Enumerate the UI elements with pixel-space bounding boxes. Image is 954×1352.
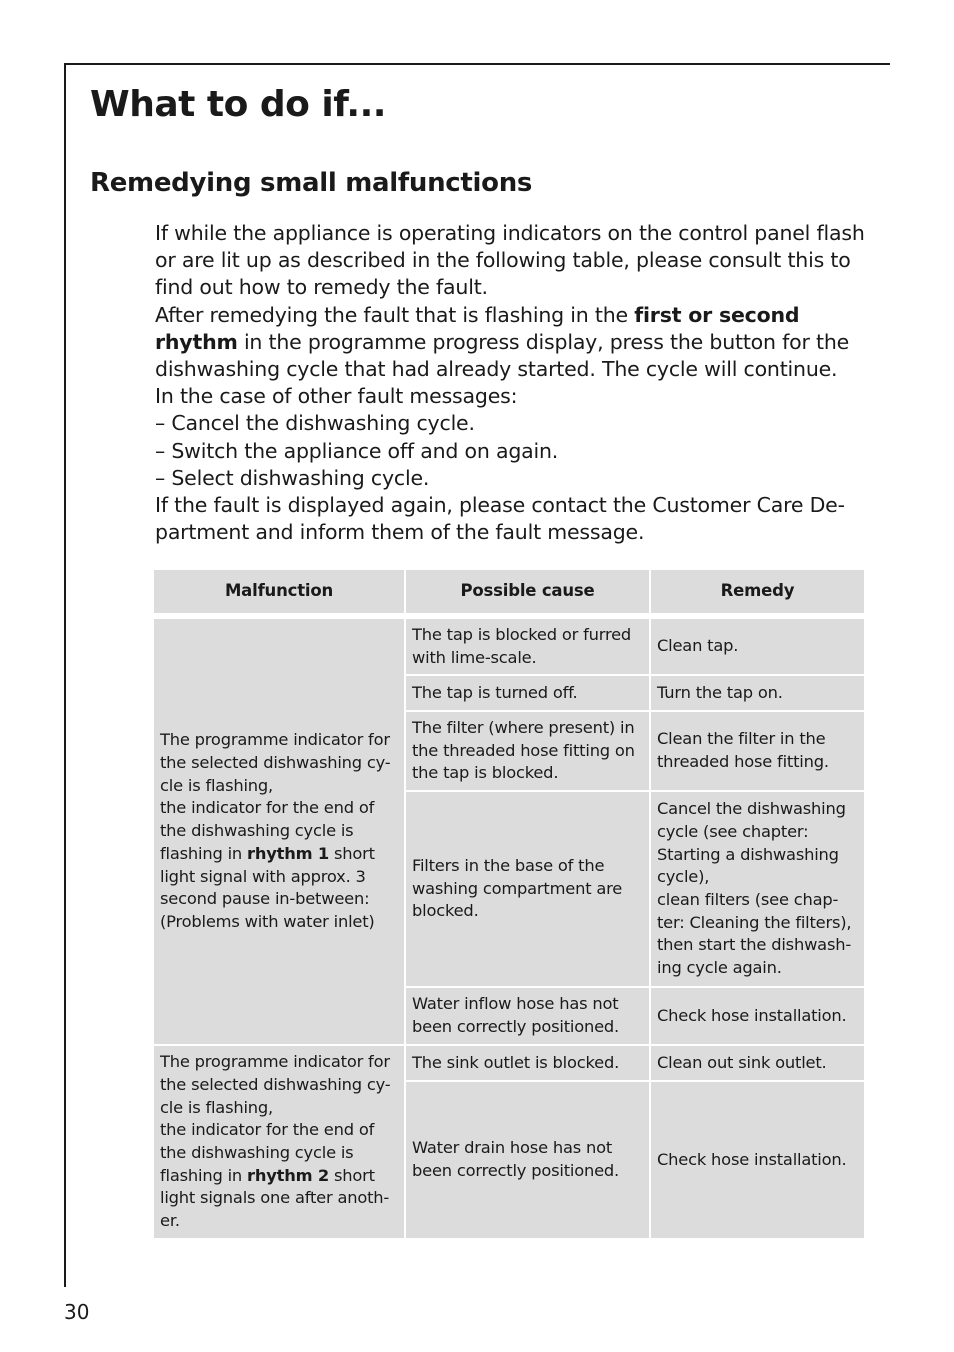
malfunction-text-end: short light signals one after anoth-er. bbox=[160, 1165, 390, 1231]
intro-text bbox=[155, 220, 865, 546]
malfunction-cell bbox=[154, 619, 406, 1046]
malfunction-text: The programme indicator for the selected dishwashing cy-cle is flashing, the indicator for the end of the dishwashing cycle is flashing in bbox=[160, 730, 391, 863]
intro-p2-text-end: in the programme progress display, press the button for the dishwashing cycle that had already started. The cycle will continue. bbox=[155, 329, 850, 382]
header-remedy: Remedy bbox=[651, 570, 864, 615]
intro-step: – Select dishwashing cycle. bbox=[155, 465, 430, 490]
cause-cell: The filter (where present) in the threaded hose fitting on the tap is blocked. bbox=[406, 712, 651, 792]
malfunction-table bbox=[154, 570, 864, 1240]
intro-paragraph-4: If the fault is displayed again, please contact the Customer Care De-partment and inform them of the fault message. bbox=[155, 493, 845, 545]
remedy-cell: Turn the tap on. bbox=[651, 676, 864, 712]
table-row bbox=[154, 619, 864, 676]
malfunction-rhythm: rhythm 2 bbox=[247, 1165, 329, 1185]
table-header-row bbox=[154, 570, 864, 615]
cause-cell: The tap is blocked or furred with lime-scale. bbox=[406, 619, 651, 676]
malfunction-rhythm: rhythm 1 bbox=[247, 843, 329, 863]
intro-paragraph-3: In the case of other fault messages: bbox=[155, 384, 518, 409]
intro-p2-bold: first or second rhythm bbox=[155, 302, 800, 354]
intro-step: – Cancel the dishwashing cycle. bbox=[155, 411, 475, 436]
intro-p2-text: After remedying the fault that is flashing in the bbox=[155, 302, 635, 327]
page-number: 30 bbox=[64, 1300, 90, 1324]
malfunction-cell bbox=[154, 1046, 406, 1240]
header-malfunction: Malfunction bbox=[154, 570, 406, 615]
table-row bbox=[154, 1046, 864, 1082]
remedy-cell: Clean tap. bbox=[651, 619, 864, 676]
remedy-cell: Check hose installation. bbox=[651, 1082, 864, 1240]
header-possible-cause: Possible cause bbox=[406, 570, 651, 615]
remedy-cell: Check hose installation. bbox=[651, 988, 864, 1046]
frame-top-rule bbox=[64, 63, 890, 65]
intro-paragraph-1: If while the appliance is operating indicators on the control panel flash or are lit up as described in the following table, please consult this to find out how to remedy the fault. bbox=[155, 221, 865, 300]
malfunction-text: The programme indicator for the selected dishwashing cy-cle is flashing, the indicator for the end of the dishwashing cycle is flashing in bbox=[160, 1052, 391, 1185]
malfunction-text-end: short light signal with approx. 3 second pause in-between: (Problems with water inlet) bbox=[160, 843, 375, 931]
intro-step: – Switch the appliance off and on again. bbox=[155, 438, 559, 463]
remedy-cell: Clean the filter in the threaded hose fitting. bbox=[651, 712, 864, 792]
cause-cell: Water inflow hose has not been correctly positioned. bbox=[406, 988, 651, 1046]
frame-left-rule bbox=[64, 63, 66, 1287]
cause-cell: The tap is turned off. bbox=[406, 676, 651, 712]
section-heading: Remedying small malfunctions bbox=[90, 168, 533, 198]
cause-cell: Filters in the base of the washing compartment are blocked. bbox=[406, 792, 651, 988]
remedy-cell: Cancel the dishwashing cycle (see chapter: Starting a dishwashing cycle), clean filters (see chap-ter: Cleaning the filters), then start the dishwash-ing cycle again. bbox=[651, 792, 864, 988]
page-title: What to do if... bbox=[90, 84, 386, 125]
cause-cell: The sink outlet is blocked. bbox=[406, 1046, 651, 1082]
intro-paragraph-2 bbox=[155, 302, 865, 384]
cause-cell: Water drain hose has not been correctly positioned. bbox=[406, 1082, 651, 1240]
remedy-cell: Clean out sink outlet. bbox=[651, 1046, 864, 1082]
